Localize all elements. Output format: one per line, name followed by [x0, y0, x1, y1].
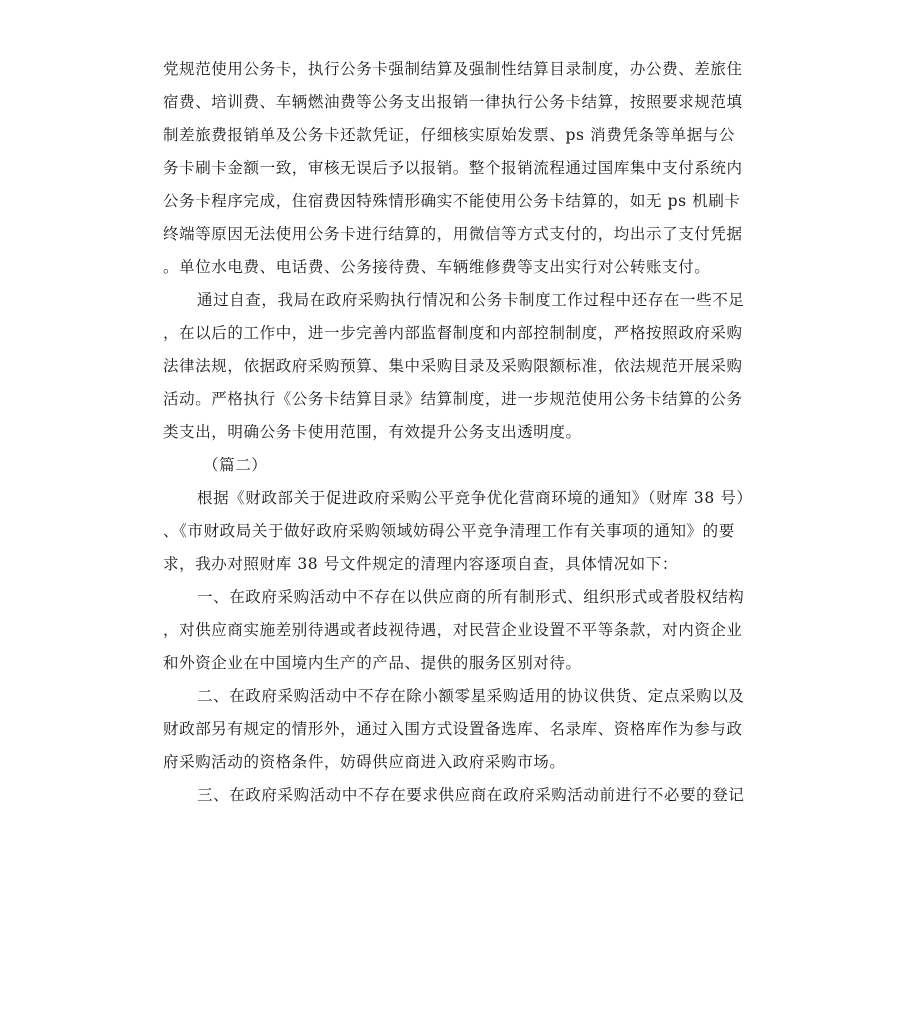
paragraph-2-line-4: 活动。严格执行《公务卡结算目录》结算制度，进一步规范使用公务卡结算的公务: [163, 390, 743, 408]
item-2-line-1: 二、在政府采购活动中不存在除小额零星采购适用的协议供货、定点采购以及: [197, 687, 745, 705]
item-2-line-2: 财政部另有规定的情形外，通过入围方式设置备选库、名录库、资格库作为参与政: [163, 720, 743, 738]
section-heading: （篇二）: [203, 456, 268, 474]
paragraph-1-line-2: 宿费、培训费、车辆燃油费等公务支出报销一律执行公务卡结算，按照要求规范填: [163, 93, 743, 111]
paragraph-2-line-2: ，在以后的工作中，进一步完善内部监督制度和内部控制制度，严格按照政府采购: [163, 324, 743, 342]
paragraph-1-line-4: 务卡刷卡金额一致，审核无误后予以报销。整个报销流程通过国库集中支付系统内: [163, 159, 743, 177]
paragraph-1-line-6: 终端等原因无法使用公务卡进行结算的，用微信等方式支付的，均出示了支付凭据: [163, 225, 743, 243]
item-1-line-2: ，对供应商实施差别待遇或者歧视待遇，对民营企业设置不平等条款，对内资企业: [163, 621, 743, 639]
paragraph-1-line-5: 公务卡程序完成，住宿费因特殊情形确实不能使用公务卡结算的，如无 ps 机刷卡: [163, 192, 741, 210]
paragraph-3-line-1: 根据《财政部关于促进政府采购公平竞争优化营商环境的通知》（财库 38 号）: [197, 489, 753, 507]
paragraph-1-line-7: 。单位水电费、电话费、公务接待费、车辆维修费等支出实行对公转账支付。: [163, 258, 711, 276]
paragraph-2-line-5: 类支出，明确公务卡使用范围，有效提升公务支出透明度。: [163, 423, 582, 441]
paragraph-3-line-2: 、《市财政局关于做好政府采购领域妨碍公平竞争清理工作有关事项的通知》的要: [163, 522, 735, 540]
paragraph-2-line-3: 法律法规，依据政府采购预算、集中采购目录及采购限额标准，依法规范开展采购: [163, 357, 743, 375]
paragraph-1-line-1: 党规范使用公务卡，执行公务卡强制结算及强制性结算目录制度，办公费、差旅住: [163, 60, 743, 78]
item-3-line-1: 三、在政府采购活动中不存在要求供应商在政府采购活动前进行不必要的登记: [197, 786, 745, 804]
item-2-line-3: 府采购活动的资格条件，妨碍供应商进入政府采购市场。: [163, 753, 566, 771]
paragraph-1-line-3: 制差旅费报销单及公务卡还款凭证，仔细核实原始发票、ps 消费凭条等单据与公: [163, 126, 736, 144]
paragraph-2-line-1: 通过自查，我局在政府采购执行情况和公务卡制度工作过程中还存在一些不足: [197, 291, 745, 309]
item-1-line-3: 和外资企业在中国境内生产的产品、提供的服务区别对待。: [163, 654, 582, 672]
item-1-line-1: 一、在政府采购活动中不存在以供应商的所有制形式、组织形式或者股权结构: [197, 588, 745, 606]
paragraph-3-line-3: 求，我办对照财库 38 号文件规定的清理内容逐项自查，具体情况如下：: [163, 555, 678, 573]
document-body: [163, 53, 759, 812]
